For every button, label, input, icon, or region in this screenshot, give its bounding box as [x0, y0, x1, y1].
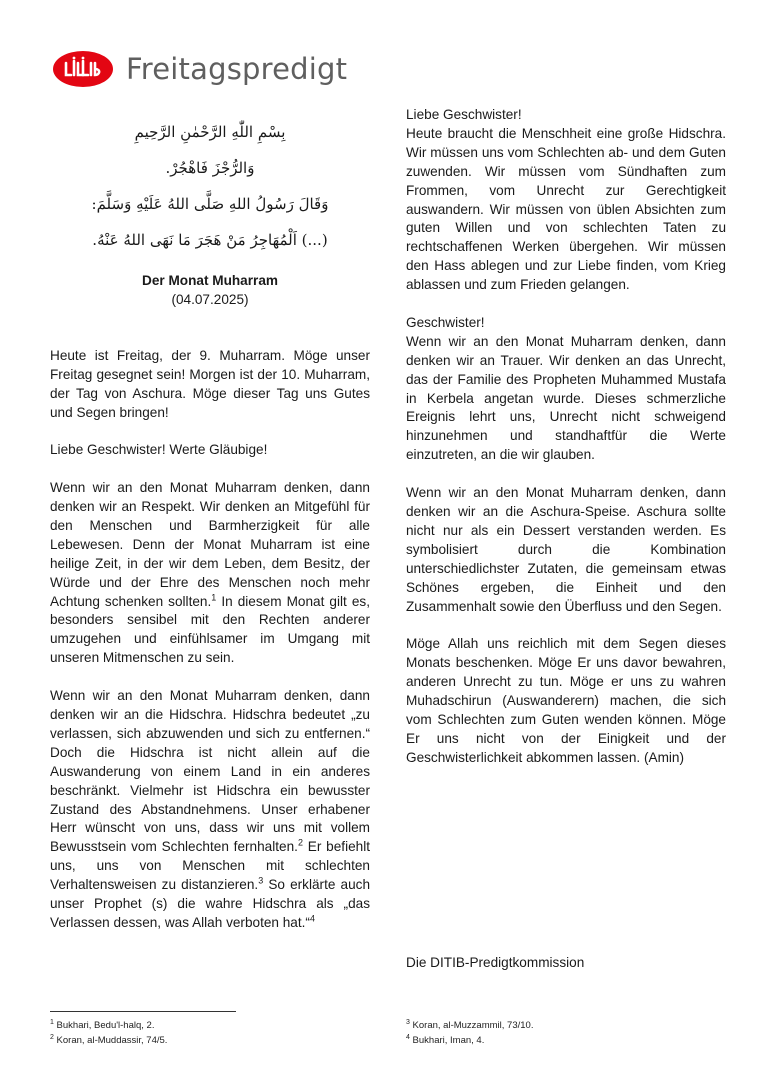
footnote-text: Bukhari, Bedu'l-halq, 2.	[53, 1020, 155, 1031]
footnote-number: 1	[50, 1018, 54, 1026]
right-column	[406, 106, 726, 787]
salutation: Liebe Geschwister!	[406, 107, 522, 122]
footnote	[406, 1019, 533, 1033]
arabic-basmala: بِسْمِ اللّٰهِ الرَّحْمٰنِ الرَّحِيمِ	[134, 123, 286, 141]
paragraph-text: So erklärte auch unser Prophet (s) die wahre Hidschra als „das Verlassen dessen, was Allah verboten hat.“	[50, 877, 371, 930]
paragraph-text: Wenn wir an den Monat Muharram denken, dann denken wir an Respekt. Wir denken an Mitgefühl für den Menschen und Barmherzigkeit für alle Lebewesen. Denn der Monat Muharram ist eine heilige Zeit, in der wir dem Leben, dem Besitz, der Würde und der Ehre des Menschen noch mehr Achtung schenken sollten.	[50, 480, 370, 609]
footnote	[406, 1034, 484, 1048]
ditib-logo	[52, 50, 114, 88]
footnote	[50, 1034, 167, 1048]
salutation: Geschwister!	[406, 314, 485, 330]
paragraph	[50, 479, 370, 668]
footnote-ref: 2	[297, 837, 303, 848]
sermon-date: (04.07.2025)	[171, 291, 249, 307]
header	[52, 45, 347, 93]
paragraph: Wenn wir an den Monat Muharram denken, dann denken wir an die Aschura-Speise. Aschura sollte nicht nur als ein Dessert verstanden werden. Es symbolisiert durch die Kombination unterschiedlichster Zutaten, die gemeinsam etwas Schönes ergeben, die Einheit und den Zusammenhalt sowie den Überfluss und den Segen.	[406, 485, 726, 614]
paragraph: Wenn wir an den Monat Muharram denken, dann denken wir an Trauer. Wir denken an das Unrecht, das der Familie des Propheten Muhammed Mustafa in Kerbela angetan wurde. Dieses schmerzliche Ereignis lehrt uns, Unrecht nicht schweigend hinzunehmen und standhaftfür die Werte einzutreten, an die wir glauben.	[406, 333, 726, 463]
footnote-number: 2	[50, 1033, 54, 1041]
left-column	[50, 106, 370, 952]
footnote-divider	[50, 1011, 236, 1012]
paragraph: Liebe Geschwister! Werte Gläubige!	[50, 442, 268, 458]
footnote-ref: 4	[309, 913, 315, 924]
paragraph	[50, 687, 370, 933]
arabic-verse: وَالرُّجْزَ فَاهْجُرْ.	[165, 159, 255, 177]
paragraph-text: Wenn wir an den Monat Muharram denken, dann denken wir an die Hidschra. Hidschra bedeutet „zu verlassen, sich abzuwenden und sich zu entfernen.“ Doch die Hidschra ist nicht allein auf die Auswanderung von einem Land in ein anderes beschränkt. Vielmehr ist Hidschra ein bewusster Zustand des Abstandnehmens. Unser erhabener Herr wünscht von uns, dass wir uns mit vollem Bewusstsein vom Schlechten fernhalten.	[50, 688, 370, 855]
paragraph: Möge Allah uns reichlich mit dem Segen dieses Monats beschenken. Möge Er uns davor bewahren, anderen Unrecht zu tun. Möge er uns zu wahren Muhadschirun (Auswanderern) machen, die sich vom Schlechten zum Guten wenden können. Möge Er uns nicht von der Einigkeit und der Geschwisterlichkeit abkommen lassen. (Amin)	[406, 636, 726, 765]
footnote-text: Koran, al-Muzzammil, 73/10.	[409, 1020, 534, 1031]
footnote-number: 3	[406, 1018, 410, 1026]
footnote-ref: 1	[211, 592, 217, 603]
signature: Die DITIB-Predigtkommission	[406, 955, 585, 970]
brand-title: Freitagspredigt	[126, 52, 348, 86]
paragraph-text: In diesem Monat gilt es, besonders sensibel mit den Rechten anderer umzugehen und einfühlsamer im Umgang mit unseren Mitmenschen zu sein.	[50, 593, 370, 666]
sermon-title: Der Monat Muharram	[142, 273, 278, 288]
arabic-hadith: (...) اَلْمُهَاجِرُ مَنْ هَجَرَ مَا نَهَى اللهُ عَنْهُ.	[92, 231, 328, 249]
paragraph: Heute braucht die Menschheit eine große Hidschra. Wir müssen uns vom Schlechten ab- und dem Guten zuwenden. Wir müssen vom Sündhaften zum Frommen, vom Unrecht zur Gerechtigkeit auswandern. Wir müssen von üblen Absichten zum guten Willen und von schlechten Taten zu rechtschaffenen Werken übergehen. Wir müssen den Hass ablegen und zur Liebe finden, vom Krieg ablassen und zum Frieden gelangen.	[406, 125, 726, 293]
paragraph: Heute ist Freitag, der 9. Muharram. Möge unser Freitag gesegnet sein! Morgen ist der 10. Muharram, der Tag von Aschura. Möge dieser Tag uns Gutes und Segen bringen!	[50, 347, 370, 420]
footnote-ref: 3	[258, 875, 264, 886]
footnote-number: 4	[406, 1033, 410, 1041]
footnote	[50, 1019, 154, 1033]
arabic-hadith-intro: وَقَالَ رَسُولُ اللهِ صَلَّى اللهُ عَلَيْهِ وَسَلَّمَ:	[91, 195, 329, 213]
footnote-text: Bukhari, Iman, 4.	[409, 1035, 485, 1046]
footnote-text: Koran, al-Muddassir, 74/5.	[53, 1035, 168, 1046]
paragraph-text: Er befiehlt uns, uns von Menschen mit schlechten Verhaltensweisen zu distanzieren.	[50, 839, 371, 893]
